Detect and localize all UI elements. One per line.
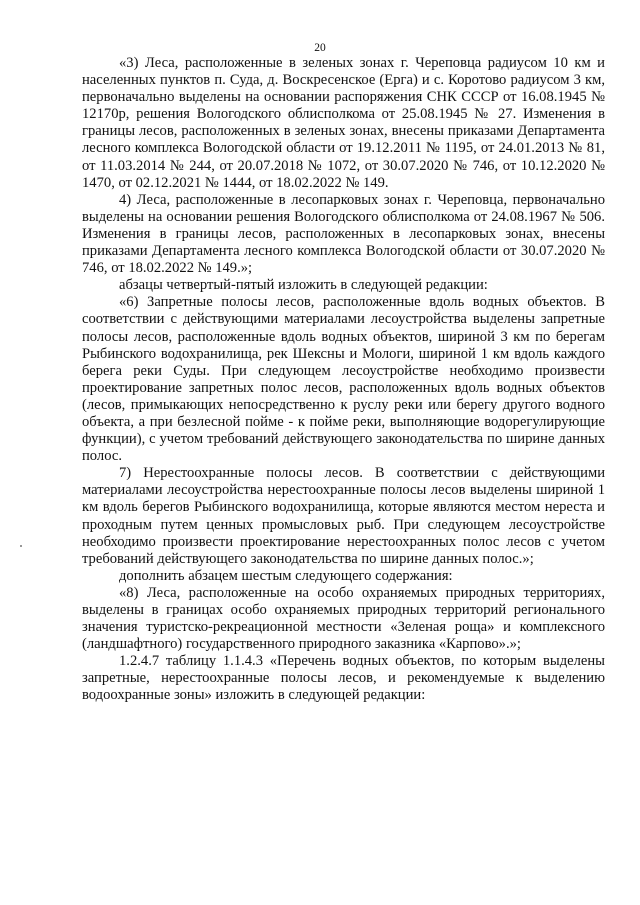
paragraph-protected-areas: «8) Леса, расположенные на особо охраняемых природных территориях, выделены в границах особо охраняемых природных территорий регионального значения туристско-рекреационной местности «Зеленая роща» и комплексного (ландшафтного) государственного природного заказника «Карпово».»;	[82, 584, 605, 653]
left-margin-mark	[20, 545, 22, 547]
paragraph-protective-strips: «6) Запретные полосы лесов, расположенные вдоль водных объектов. В соответствии с действующими материалами лесоустройства выделены запретные полосы лесов, расположенные вдоль водных объектов, шириной 3 км по берегам Рыбинского водохранилища, рек Шексны и Мологи, шириной 1 км вдоль каждого берега реки Суды. При следующем лесоустройстве необходимо произвести проектирование запретных полос лесов, расположенных вдоль водных объектов (лесов, примыкающих непосредственно к руслу реки или берегу другого водного объекта, а при безлесной пойме - к пойме реки, выполняющие водорегулирующие функции), с учетом требований действующего законодательства по ширине данных полос.	[82, 294, 605, 465]
paragraph-zone-forest-park: 4) Леса, расположенные в лесопарковых зонах г. Череповца, первоначально выделены на основании решения Вологодского облисполкома от 24.08.1967 № 506. Изменения в границы лесов, расположенных в лесопарковых зонах, внесены приказами Департамента лесного комплекса Вологодской области от 30.07.2020 № 746, от 18.02.2022 № 149.»;	[82, 191, 605, 277]
page-number: 20	[314, 42, 326, 54]
paragraph-instruction-add: дополнить абзацем шестым следующего содержания:	[119, 567, 453, 584]
paragraph-spawning-strips: 7) Нерестоохранные полосы лесов. В соответствии с действующими материалами лесоустройства нерестоохранные полосы лесов выделены шириной 1 км вдоль берегов Рыбинского водохранилища, которые являются местом нереста и проходным путем ценных промысловых рыб. При следующем лесоустройстве необходимо произвести проектирование нерестоохранных полос лесов с учетом требований действующего законодательства по ширине данных полос.»;	[82, 465, 605, 567]
document-body	[82, 55, 605, 705]
paragraph-zone-green: «3) Леса, расположенные в зеленых зонах г. Череповца радиусом 10 км и населенных пунктов п. Суда, д. Воскресенское (Ерга) и с. Коротово радиусом 3 км, первоначально выделены на основании распоряжения СНК СССР от 16.08.1945 № 12170р, решения Вологодского облисполкома от 25.08.1945 № 27. Изменения в границы лесов, расположенных в зеленых зонах, внесены приказами Департамента лесного комплекса Вологодской области от 19.12.2011 № 1195, от 24.01.2013 № 81, от 11.03.2014 № 244, от 20.07.2018 № 1072, от 30.07.2020 № 746, от 10.12.2020 № 1470, от 02.12.2021 № 1444, от 18.02.2022 № 149.	[82, 55, 605, 191]
paragraph-table-instruction: 1.2.4.7 таблицу 1.1.4.3 «Перечень водных объектов, по которым выделены запретные, нерестоохранные полосы лесов, и рекомендуемые к выделению водоохранные зоны» изложить в следующей редакции:	[82, 653, 605, 704]
paragraph-instruction-replace: абзацы четвертый-пятый изложить в следующей редакции:	[119, 277, 488, 294]
